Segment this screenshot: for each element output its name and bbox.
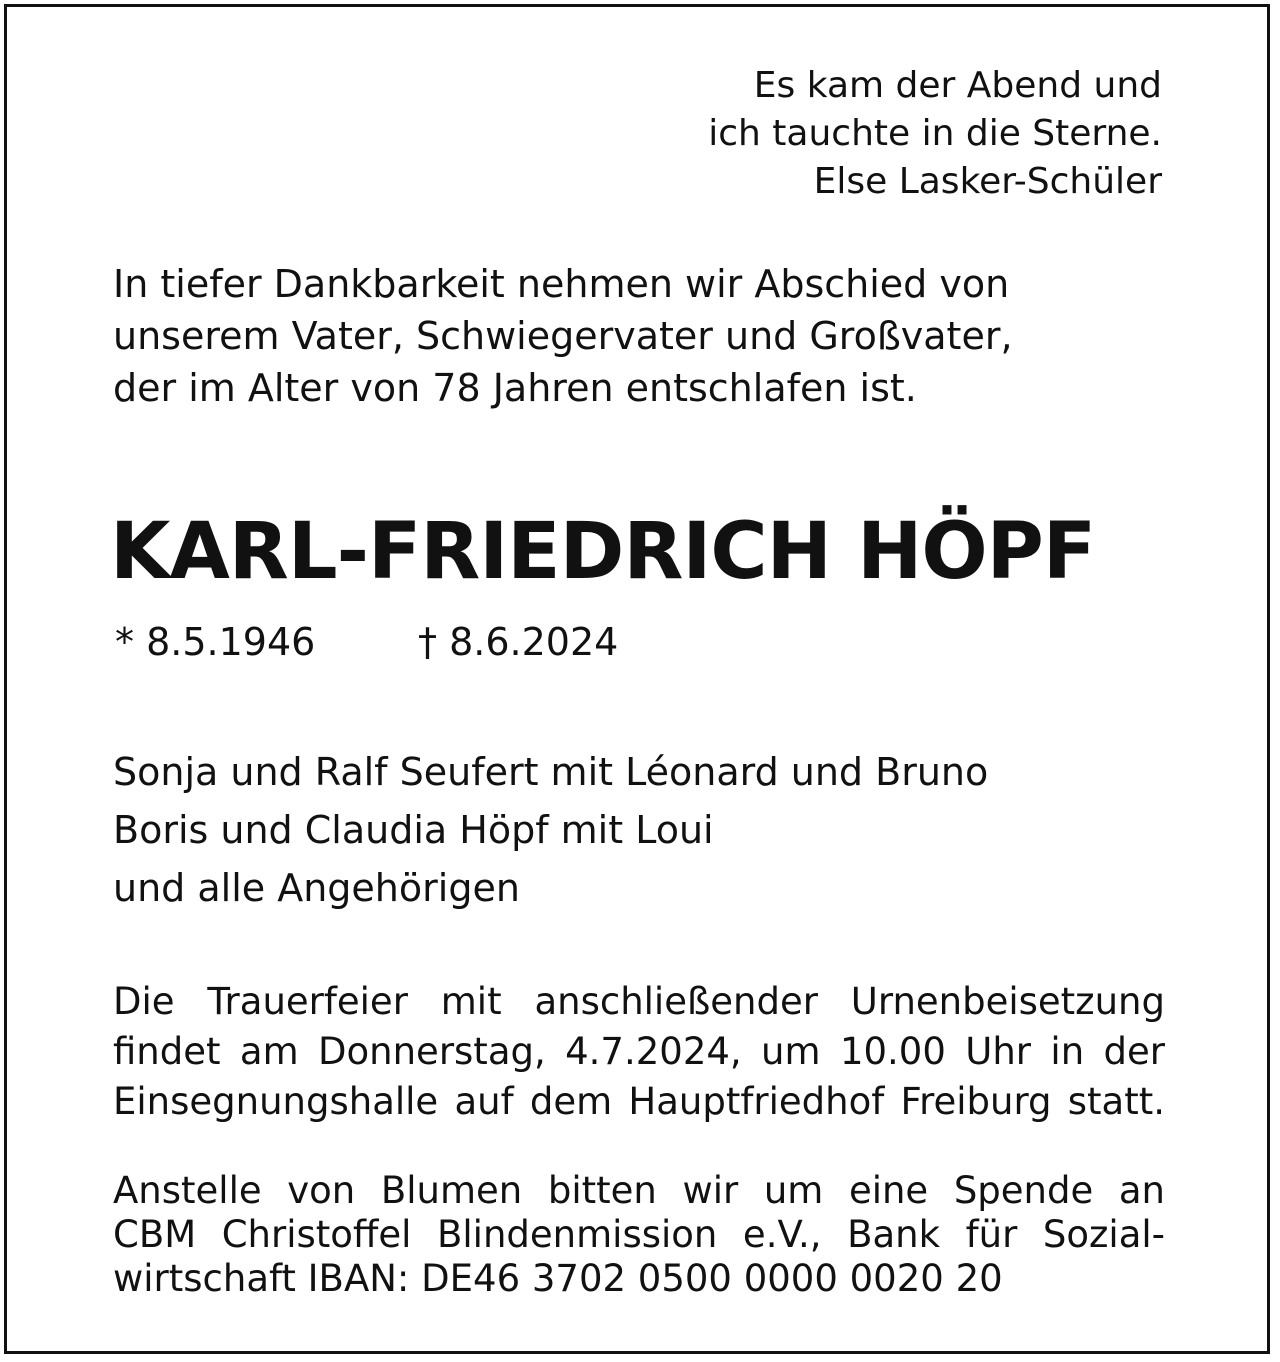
- donation-iban-line: wirtschaft IBAN: DE46 3702 0500 0000 0020 20: [113, 1257, 1003, 1300]
- mourner-line: und alle Angehörigen: [113, 866, 520, 910]
- donation-line: CBM Christoffel Blindenmission e.V., Bank für Sozial-: [113, 1213, 1165, 1256]
- death-date: † 8.6.2024: [418, 620, 619, 664]
- epigraph-author: Else Lasker-Schüler: [813, 161, 1162, 202]
- donation-line: Anstelle von Blumen bitten wir um eine Spende an: [113, 1169, 1165, 1212]
- mourner-line: Sonja und Ralf Seufert mit Léonard und Bruno: [113, 750, 989, 794]
- notice-border: [4, 4, 1270, 1354]
- ceremony-line: Die Trauerfeier mit anschließender Urnenbeisetzung: [113, 980, 1165, 1023]
- intro-line: der im Alter von 78 Jahren entschlafen ist.: [113, 366, 917, 410]
- intro-line: In tiefer Dankbarkeit nehmen wir Abschied von: [113, 262, 1010, 306]
- epigraph-line: ich tauchte in die Sterne.: [708, 113, 1162, 154]
- deceased-name: KARL-FRIEDRICH HÖPF: [110, 507, 1096, 597]
- ceremony-line: findet am Donnerstag, 4.7.2024, um 10.00 Uhr in der: [113, 1030, 1165, 1073]
- epigraph-line: Es kam der Abend und: [753, 65, 1162, 106]
- intro-line: unserem Vater, Schwiegervater und Großvater,: [113, 314, 1013, 358]
- ceremony-line: Einsegnungshalle auf dem Hauptfriedhof Freiburg statt.: [113, 1080, 1165, 1123]
- birth-date: * 8.5.1946: [115, 620, 316, 664]
- mourner-line: Boris und Claudia Höpf mit Loui: [113, 808, 714, 852]
